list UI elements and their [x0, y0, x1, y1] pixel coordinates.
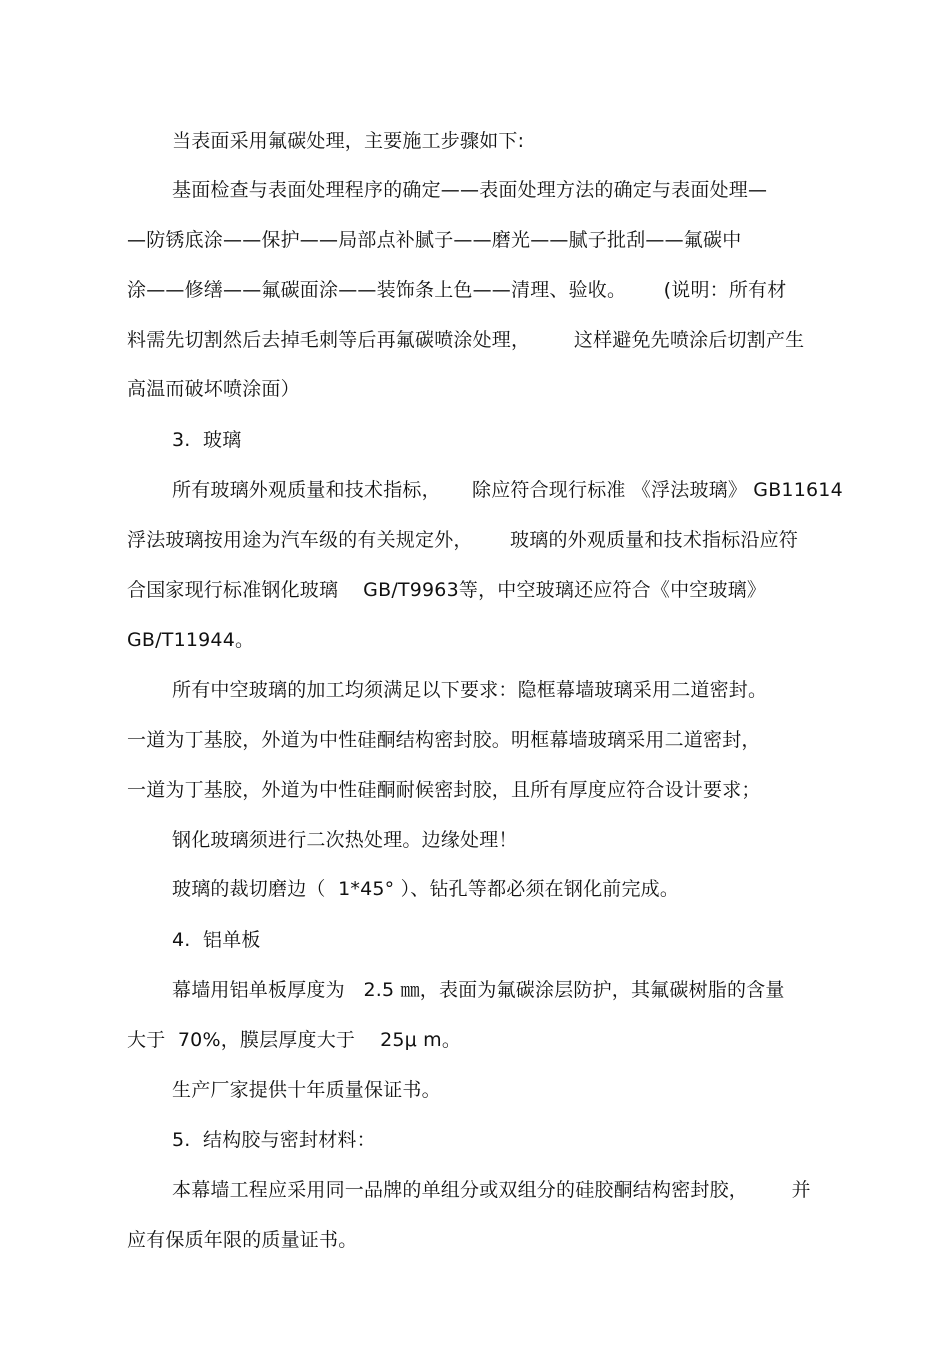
text-line: 生产厂家提供十年质量保证书。 [172, 1079, 441, 1101]
text-line: 合国家现行标准钢化玻璃 GB/T9963等，中空玻璃还应符合《中空玻璃》 [127, 579, 767, 601]
text-line: 当表面采用氟碳处理，主要施工步骤如下: [172, 130, 525, 152]
text-line: 钢化玻璃须进行二次热处理。边缘处理！ [172, 829, 518, 851]
section-heading: 3. 玻璃 [172, 429, 242, 451]
text-line: 基面检查与表面处理程序的确定——表面处理方法的确定与表面处理— [172, 179, 768, 201]
text-line: 所有中空玻璃的加工均须满足以下要求：隐框幕墙玻璃采用二道密封。 [172, 679, 768, 701]
text-line: —防锈底涂——保护——局部点补腻子——磨光——腻子批刮——氟碳中 [127, 229, 742, 251]
text-line: 本幕墙工程应采用同一品牌的单组分或双组分的硅胶酮结构密封胶， 并 [172, 1179, 811, 1201]
text-line: 高温而破坏喷涂面） [127, 378, 300, 400]
text-line: 所有玻璃外观质量和技术指标， 除应符合现行标准 《浮法玻璃》 GB11614 [172, 479, 843, 501]
text-line: 大于 70%，膜层厚度大于 25μ m。 [127, 1029, 462, 1051]
section-heading: 4. 铝单板 [172, 929, 261, 951]
text-line: 一道为丁基胶，外道为中性硅酮耐候密封胶，且所有厚度应符合设计要求； [127, 779, 761, 801]
section-heading: 5. 结构胶与密封材料： [172, 1129, 376, 1151]
text-line: 涂——修缮——氟碳面涂——装饰条上色——清理、验收。 (说明：所有材 [127, 279, 787, 301]
text-line: GB/T11944。 [127, 629, 255, 651]
text-line: 浮法玻璃按用途为汽车级的有关规定外， 玻璃的外观质量和技术指标沿应符 [127, 529, 799, 551]
text-line: 料需先切割然后去掉毛刺等后再氟碳喷涂处理， 这样避免先喷涂后切割产生 [127, 329, 805, 351]
text-line: 一道为丁基胶，外道为中性硅酮结构密封胶。明框幕墙玻璃采用二道密封， [127, 729, 761, 751]
text-line: 玻璃的裁切磨边（ 1*45° ）、钻孔等都必须在钢化前完成。 [172, 878, 680, 900]
text-line: 应有保质年限的质量证书。 [127, 1229, 358, 1251]
text-line: 幕墙用铝单板厚度为 2.5 ㎜，表面为氟碳涂层防护，其氟碳树脂的含量 [172, 979, 785, 1001]
